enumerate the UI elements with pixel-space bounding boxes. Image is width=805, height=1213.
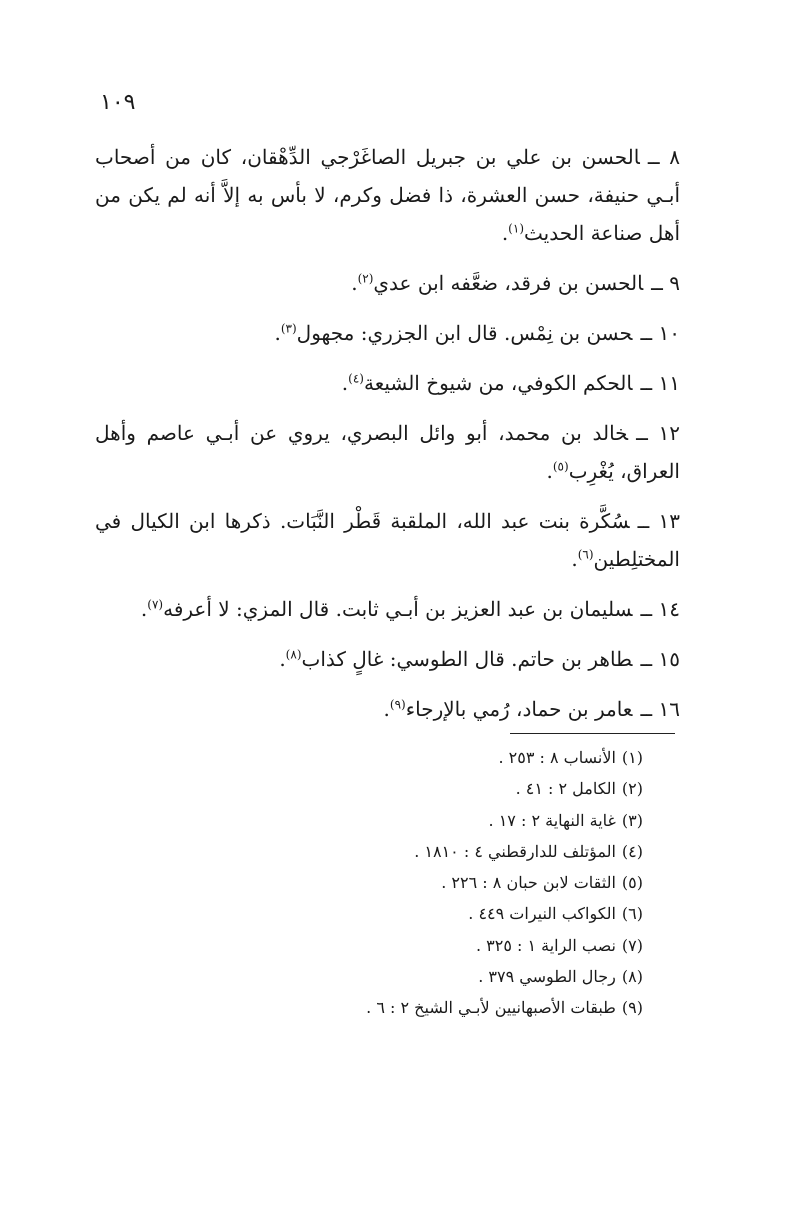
entry-text: سُكَّرة بنت عبد الله، الملقبة قَطْر النَّبَات. ذكرها ابن الكيال في المختلِطين bbox=[95, 509, 680, 571]
entry-16 bbox=[95, 690, 680, 728]
entry-text: الحكم الكوفي، من شيوخ الشيعة bbox=[363, 371, 633, 395]
entry-14 bbox=[95, 590, 680, 628]
entry-8 bbox=[95, 138, 680, 252]
footnote-7 bbox=[300, 930, 643, 961]
footnote-text: الأنساب ٨ : ٢٥٣ . bbox=[498, 748, 616, 767]
entry-text: سليمان بن عبد العزيز بن أبـي ثابت. قال المزي: لا أعرفه bbox=[163, 597, 633, 621]
footnote-8 bbox=[300, 961, 643, 992]
entry-number: ١٣ ــ bbox=[637, 509, 680, 533]
entry-text: عامر بن حماد، رُمي بالإرجاء bbox=[405, 697, 633, 721]
footnote-3 bbox=[300, 805, 643, 836]
footnote-2 bbox=[300, 773, 643, 804]
entry-11 bbox=[95, 364, 680, 402]
footnote-text: رجال الطوسي ٣٧٩ . bbox=[478, 967, 616, 987]
entry-number: ٨ ــ bbox=[647, 145, 681, 169]
footnote-text: غاية النهاية ٢ : ١٧ . bbox=[488, 810, 616, 830]
footnote-number: (٩) bbox=[621, 998, 643, 1018]
footnote-4 bbox=[300, 836, 643, 867]
entry-tail: . bbox=[140, 597, 148, 621]
footnote-number: (٦) bbox=[621, 904, 643, 924]
footnote-ref: (٧) bbox=[147, 597, 164, 612]
footnote-number: (٣) bbox=[621, 810, 643, 830]
entry-text: الحسن بن علي بن جبريل الصاغَرْجي الدِّهْقان، كان من أصحاب أبـي حنيفة، حسن العشرة، ذا فضل وكرم، لا بأس به إلاَّ أنه لم يكن من أهل صناعة الحديث bbox=[95, 145, 680, 245]
footnote-6 bbox=[300, 898, 643, 929]
entry-number: ١١ ــ bbox=[640, 371, 680, 395]
footnote-text: الثقات لابن حبان ٨ : ٢٢٦ . bbox=[441, 873, 616, 893]
entry-text: طاهر بن حاتم. قال الطوسي: غالٍ كذاب bbox=[301, 647, 633, 671]
footnote-number: (٨) bbox=[621, 967, 643, 987]
entry-tail: . bbox=[341, 371, 349, 395]
footnote-text: الكامل ٢ : ٤١ . bbox=[515, 779, 616, 799]
footnote-text: الكواكب النيرات ٤٤٩ . bbox=[468, 904, 616, 924]
biography-entries bbox=[95, 138, 680, 740]
footnote-text: نصب الراية ١ : ٣٢٥ . bbox=[475, 935, 616, 955]
entry-12 bbox=[95, 414, 680, 490]
entry-number: ٩ ــ bbox=[651, 271, 680, 295]
footnote-ref: (٢) bbox=[357, 271, 374, 286]
entry-tail: . bbox=[383, 697, 390, 721]
entry-tail: . bbox=[546, 459, 553, 483]
footnote-ref: (١) bbox=[508, 221, 524, 236]
entry-text: خالد بن محمد، أبو وائل البصري، يروي عن أبـي عاصم وأهل العراق، يُغْرِب bbox=[95, 421, 680, 483]
entry-tail: . bbox=[501, 221, 509, 245]
footnote-ref: (٥) bbox=[552, 459, 569, 474]
entry-tail: . bbox=[274, 321, 281, 345]
footnote-number: (٢) bbox=[621, 779, 643, 799]
page-number: ١٠٩ bbox=[100, 90, 136, 115]
footnote-9 bbox=[300, 992, 643, 1023]
footnote-ref: (٤) bbox=[348, 371, 364, 386]
entry-number: ١٠ ــ bbox=[640, 321, 680, 345]
footnote-5 bbox=[300, 867, 643, 898]
footnote-ref: (٣) bbox=[280, 321, 297, 336]
footnote-ref: (٦) bbox=[577, 547, 594, 562]
footnote-divider bbox=[510, 733, 675, 734]
entry-number: ١٥ ــ bbox=[640, 647, 680, 671]
footnote-text: المؤتلف للدارقطني ٤ : ١٨١٠ . bbox=[414, 841, 616, 861]
footnote-1 bbox=[300, 742, 643, 773]
entry-tail: . bbox=[571, 547, 578, 571]
footnote-number: (٧) bbox=[621, 935, 643, 955]
entry-number: ١٤ ــ bbox=[640, 597, 680, 621]
entry-10 bbox=[95, 314, 680, 352]
entry-number: ١٢ ــ bbox=[636, 421, 681, 445]
footnote-number: (٥) bbox=[621, 873, 643, 893]
footnote-number: (١) bbox=[621, 748, 643, 767]
footnote-text: طبقات الأصبهانيين لأبـي الشيخ ٢ : ٦ . bbox=[366, 998, 616, 1018]
footnotes bbox=[300, 742, 643, 1024]
entry-text: الحسن بن فرقد، ضعَّفه ابن عدي bbox=[373, 271, 644, 295]
entry-text: حسن بن نِمْس. قال ابن الجزري: مجهول bbox=[296, 321, 633, 345]
footnote-ref: (٨) bbox=[285, 647, 302, 662]
entry-15 bbox=[95, 640, 680, 678]
entry-number: ١٦ ــ bbox=[640, 697, 680, 721]
footnote-ref: (٩) bbox=[389, 697, 406, 712]
entry-13 bbox=[95, 502, 680, 578]
entry-9 bbox=[95, 264, 680, 302]
entry-tail: . bbox=[351, 271, 358, 295]
footnote-number: (٤) bbox=[621, 841, 643, 861]
entry-tail: . bbox=[279, 647, 286, 671]
